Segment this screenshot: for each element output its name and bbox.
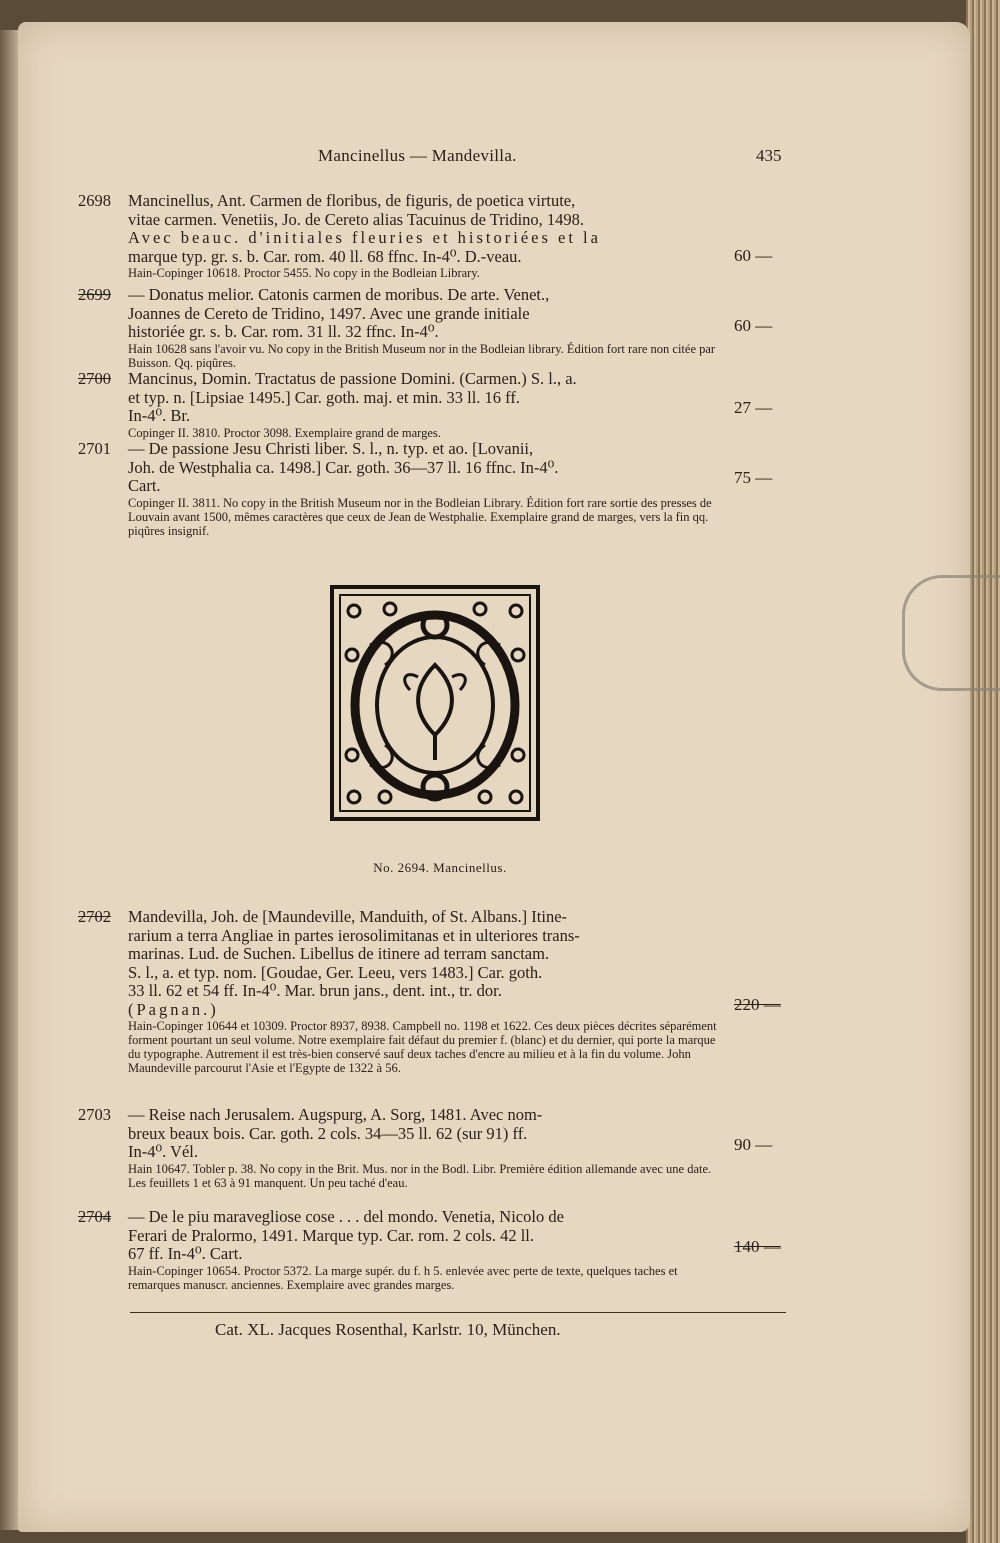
price: 75 —	[734, 468, 773, 487]
entry-line: rarium a terra Angliae in partes ierosolimitanas et in ulteriores trans-	[128, 925, 580, 945]
entry-line: marinas. Lud. de Suchen. Libellus de itinere ad terram sanctam.	[128, 944, 550, 963]
entry-2698	[78, 192, 728, 280]
entry-line: historiée gr. s. b. Car. rom. 31 ll. 32 ffnc. In-4⁰.	[128, 322, 439, 341]
entry-2700	[78, 370, 728, 440]
price: 140 —	[734, 1237, 781, 1256]
price: 60 —	[734, 246, 773, 265]
entry-2699	[78, 286, 728, 370]
page-edge	[966, 0, 1000, 1543]
page-clip-marker	[902, 575, 1000, 691]
page-number: 435	[756, 146, 782, 165]
entry-2701	[78, 440, 728, 538]
price: 60 —	[734, 316, 773, 335]
running-title: Mancinellus — Mandevilla.	[318, 146, 517, 165]
entry-note: Copinger II. 3810. Proctor 3098. Exemplaire grand de marges.	[128, 425, 441, 440]
entry-line: et typ. n. [Lipsiae 1495.] Car. goth. maj. et min. 33 ll. 16 ff.	[128, 387, 520, 407]
entry-number: 2704	[78, 1207, 111, 1226]
entry-line: — De le piu maravegliose cose . . . del mondo. Venetia, Nicolo de	[128, 1207, 564, 1226]
footer-imprint: Cat. XL. Jacques Rosenthal, Karlstr. 10, München.	[215, 1320, 561, 1339]
entry-line: vitae carmen. Venetiis, Jo. de Cereto alias Tacuinus de Tridino, 1498.	[128, 209, 585, 229]
entry-line: (Pagnan.)	[128, 999, 219, 1019]
entry-line: — Donatus melior. Catonis carmen de moribus. De arte. Venet.,	[128, 285, 550, 304]
entry-number: 2701	[78, 439, 111, 458]
entry-note: Hain 10628 sans l'avoir vu. No copy in the British Museum nor in the Bodleian library. Édition fort rare non citée par Buisson. Qq. piqûres.	[128, 341, 716, 370]
price: 90 —	[734, 1135, 773, 1154]
price: 27 —	[734, 398, 773, 417]
entry-line: 67 ff. In-4⁰. Cart.	[128, 1244, 243, 1263]
entry-line: In-4⁰. Vél.	[128, 1142, 199, 1161]
entry-note: Copinger II. 3811. No copy in the British Museum nor in the Bodleian Library. Édition fort rare sortie des presses de Louvain avant 1500, mêmes caractères que ceux de Jean de Westphalie. Exemplaire grand de marges, vers la fin qq. piqûres insignif.	[128, 495, 712, 538]
entry-note: Hain 10647. Tobler p. 38. No copy in the Brit. Mus. nor in the Bodl. Libr. Première édition allemande avec une date. Les feuillets 1 et 63 à 91 manquent. Un peu taché d'eau.	[128, 1161, 712, 1190]
entry-note: Hain-Copinger 10644 et 10309. Proctor 8937, 8938. Campbell no. 1198 et 1622. Ces deux pièces décrites séparément forment pourtant un seul volume. Notre exemplaire fait défaut du premier f. (blanc) et du dernier, qui porte la marque du typographe. Autrement il est très-bien conservé sauf deux taches d'encre au milieu et à la fin du volume. John Maundeville parcourut l'Asie et l'Egypte de 1322 à 56.	[128, 1019, 717, 1075]
entry-number: 2703	[78, 1105, 111, 1124]
entry-line: Ferari de Pralormo, 1491. Marque typ. Car. rom. 2 cols. 42 ll.	[128, 1225, 535, 1245]
entry-line: Mandevilla, Joh. de [Maundeville, Manduith, of St. Albans.] Itine-	[128, 907, 568, 926]
entry-line: 33 ll. 62 et 54 ff. In-4⁰. Mar. brun jans., dent. int., tr. dor.	[128, 981, 502, 1000]
entry-line: Joh. de Westphalia ca. 1498.] Car. goth. 36—37 ll. 16 ffnc. In-4⁰.	[128, 457, 559, 477]
entry-note: Hain-Copinger 10618. Proctor 5455. No copy in the Bodleian Library.	[128, 266, 480, 280]
entry-line: S. l., a. et typ. nom. [Goudae, Ger. Leeu, vers 1483.] Car. goth.	[128, 962, 543, 982]
footer-rule	[130, 1312, 786, 1313]
entry-line: Joannes de Cereto de Tridino, 1497. Avec une grande initiale	[128, 303, 530, 323]
entry-2704	[78, 1208, 728, 1292]
decorated-initial-o-icon	[330, 585, 540, 821]
figure-caption: No. 2694. Mancinellus.	[373, 860, 507, 875]
entry-line: Avec beauc. d'initiales fleuries et historiées et la	[128, 228, 601, 247]
entry-line: marque typ. gr. s. b. Car. rom. 40 ll. 68 ffnc. In-4⁰. D.-veau.	[128, 246, 522, 266]
entry-number: 2698	[78, 191, 111, 210]
entry-line: Mancinus, Domin. Tractatus de passione Domini. (Carmen.) S. l., a.	[128, 369, 577, 388]
entry-2702	[78, 908, 728, 1075]
entry-line: In-4⁰. Br.	[128, 406, 191, 425]
entry-line: — De passione Jesu Christi liber. S. l., n. typ. et ao. [Lovanii,	[128, 439, 534, 458]
entry-line: — Reise nach Jerusalem. Augspurg, A. Sorg, 1481. Avec nom-	[128, 1105, 543, 1124]
entry-note: Hain-Copinger 10654. Proctor 5372. La marge supér. du f. h 5. enlevée avec perte de texte, quelques taches et remarques manuscr. anciennes. Exemplaire avec grandes marges.	[128, 1263, 678, 1292]
entry-line: Mancinellus, Ant. Carmen de floribus, de figuris, de poetica virtute,	[128, 191, 576, 210]
entry-number: 2700	[78, 369, 111, 388]
price: 220 —	[734, 995, 781, 1014]
entry-number: 2702	[78, 907, 111, 926]
entry-number: 2699	[78, 285, 111, 304]
entry-2703	[78, 1106, 728, 1190]
entry-line: Cart.	[128, 476, 161, 495]
entry-line: breux beaux bois. Car. goth. 2 cols. 34—35 ll. 62 (sur 91) ff.	[128, 1123, 528, 1143]
